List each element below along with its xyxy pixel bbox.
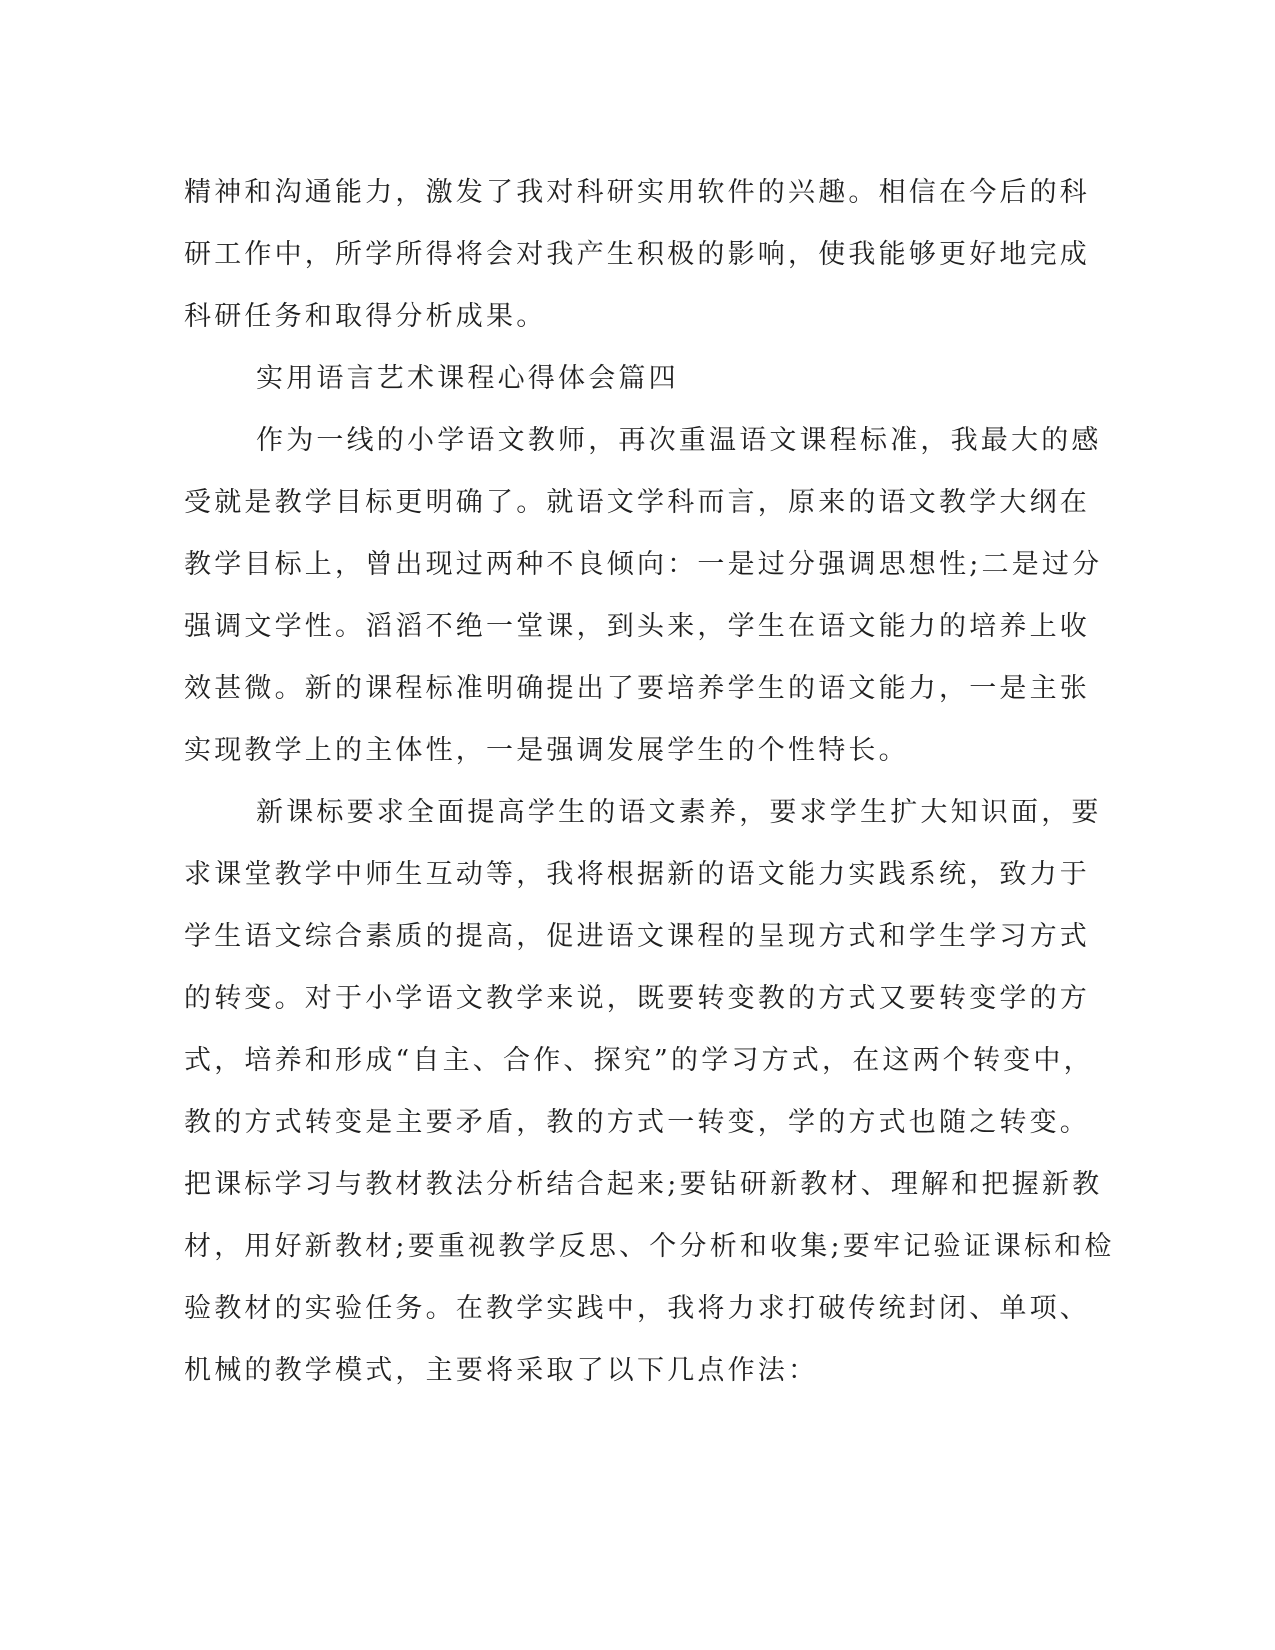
text-line: 科研任务和取得分析成果。 — [184, 301, 547, 332]
text-line: 把课标学习与教材教法分析结合起来;要钻研新教材、理解和把握新教 — [184, 1169, 1103, 1200]
text-line: 机械的教学模式，主要将采取了以下几点作法： — [184, 1355, 819, 1386]
paragraph-1 — [184, 410, 1103, 782]
text-line: 验教材的实验任务。在教学实践中，我将力求打破传统封闭、单项、 — [184, 1293, 1090, 1324]
text-line: 实现教学上的主体性，一是强调发展学生的个性特长。 — [184, 735, 909, 766]
text-line: 求课堂教学中师生互动等，我将根据新的语文能力实践系统，致力于 — [184, 859, 1090, 890]
text-line: 受就是教学目标更明确了。就语文学科而言，原来的语文教学大纲在 — [184, 487, 1090, 518]
document-body — [184, 162, 1115, 1402]
paragraph-2 — [184, 782, 1115, 1402]
text-line: 教学目标上，曾出现过两种不良倾向：一是过分强调思想性;二是过分 — [184, 549, 1103, 580]
text-line: 学生语文综合素质的提高，促进语文课程的呈现方式和学生学习方式 — [184, 921, 1090, 952]
intro-paragraph — [184, 162, 1090, 348]
section-heading: 实用语言艺术课程心得体会篇四 — [256, 363, 679, 394]
text-line: 教的方式转变是主要矛盾，教的方式一转变，学的方式也随之转变。 — [184, 1107, 1090, 1138]
text-line: 精神和沟通能力，激发了我对科研实用软件的兴趣。相信在今后的科 — [184, 177, 1090, 208]
text-line: 效甚微。新的课程标准明确提出了要培养学生的语文能力，一是主张 — [184, 673, 1090, 704]
text-line: 研工作中，所学所得将会对我产生积极的影响，使我能够更好地完成 — [184, 239, 1090, 270]
text-line: 强调文学性。滔滔不绝一堂课，到头来，学生在语文能力的培养上收 — [184, 611, 1090, 642]
text-line: 新课标要求全面提高学生的语文素养，要求学生扩大知识面，要 — [256, 797, 1102, 828]
text-line: 材，用好新教材;要重视教学反思、个分析和收集;要牢记验证课标和检 — [184, 1231, 1115, 1262]
text-line: 的转变。对于小学语文教学来说，既要转变教的方式又要转变学的方 — [184, 983, 1090, 1014]
text-line: 式，培养和形成“自主、合作、探究”的学习方式，在这两个转变中， — [184, 1045, 1094, 1076]
text-line: 作为一线的小学语文教师，再次重温语文课程标准，我最大的感 — [256, 425, 1102, 456]
